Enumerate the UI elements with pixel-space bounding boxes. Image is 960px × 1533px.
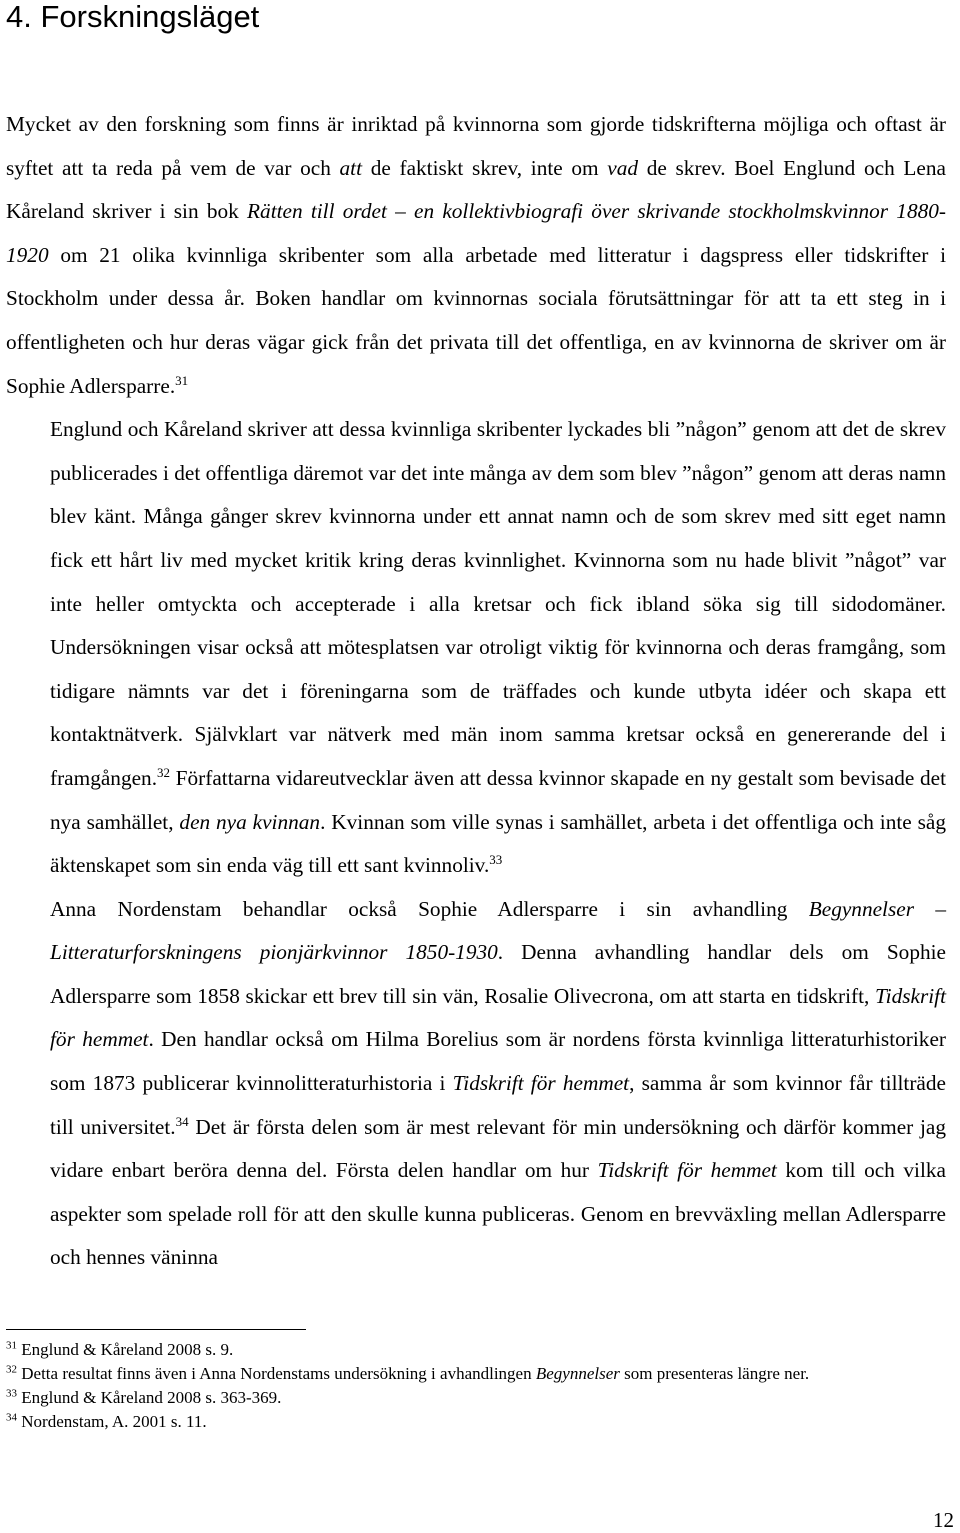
body-text <box>6 103 946 1280</box>
footnote-number: 33 <box>6 1387 17 1400</box>
text-run: om 21 olika kvinnliga skribenter som alla arbetade med litteratur i dagspress eller tidskrifter i Stockholm under dessa år. Boken handlar om kvinnornas sociala förutsättningar för att ta ett steg in i offentligheten och hur deras vägar gick från det privata till det offentliga, en av kvinnorna de skriver om är Sophie Adlersparre. <box>6 242 946 398</box>
footnote-number: 34 <box>6 1411 17 1424</box>
italic-text: Tidskrift för hemmet <box>452 1071 630 1096</box>
footnote <box>6 1338 926 1362</box>
text-run: de faktiskt skrev, inte om <box>362 155 608 180</box>
footnote-reference: 31 <box>175 372 189 388</box>
italic-text: vad <box>607 155 639 180</box>
text-run: kom till och vilka aspekter som spelade roll för att den skulle kunna publiceras. Genom en brevväxling mellan Adlersparre och hennes väninna <box>50 1158 946 1270</box>
footnote-reference: 32 <box>157 764 171 780</box>
text-run: . Denna avhandling handlar dels om Sophie Adlersparre som 1858 skickar ett brev till sin vän, Rosalie Olivecrona, om att starta en tidskrift, <box>50 940 946 1008</box>
italic-text: Begynnelser <box>535 1364 620 1383</box>
italic-text: Begynnelser – Litteraturforskningens pionjärkvinnor 1850-1930 <box>50 896 946 965</box>
paragraph <box>6 103 946 408</box>
text-run: Englund & Kåreland 2008 s. 363-369. <box>17 1388 282 1407</box>
footnote <box>6 1410 926 1434</box>
text-run: Författarna vidareutvecklar även att dessa kvinnor skapade en ny gestalt som bevisade det nya samhället, <box>50 765 946 834</box>
section-heading: 4. Forskningsläget <box>6 0 260 34</box>
text-run: . Kvinnan som ville synas i samhället, arbeta i det offentliga och inte såg äktenskapet som sin enda väg till ett sant kvinnoliv. <box>50 809 946 878</box>
italic-text: den nya kvinnan <box>179 809 321 834</box>
footnote-number: 31 <box>6 1339 17 1352</box>
page-number: 12 <box>933 1508 954 1532</box>
text-run: Englund och Kåreland skriver att dessa kvinnliga skribenter lyckades bli ”någon” genom att det de skrev publicerades i det offentliga däremot var det inte många av dem som blev ”någon” genom att deras namn blev känt. Många gånger skrev kvinnorna under ett annat namn och de som skrev med sitt eget namn fick ett hårt liv med mycket kritik kring deras kvinnlighet. Kvinnorna som nu hade blivit ”något” var inte heller omtyckta och accepterade i alla kretsar och fick ibland söka sig till sidodomäner. Undersökningen visar också att mötesplatsen var otroligt viktig för kvinnorna och deras framgång, som tidigare nämnts var det i föreningarna som de träffades och kunde utbyta idéer och skapa ett kontaktnätverk. Självklart var nätverk med män inom samma kretsar också en genererande del i framgången. <box>50 417 946 790</box>
italic-text: Tidskrift för hemmet <box>597 1158 777 1183</box>
italic-text: Tidskrift för hemmet <box>50 983 946 1052</box>
text-run: Anna Nordenstam behandlar också Sophie Adlersparre i sin avhandling <box>50 896 809 921</box>
footnotes <box>6 1338 926 1434</box>
italic-text: Rätten till ordet – en kollektivbiografi över skrivande stockholmskvinnor 1880-1920 <box>6 199 946 267</box>
footnote-divider <box>6 1329 306 1330</box>
footnote-number: 32 <box>6 1363 17 1376</box>
text-run: de skrev. Boel Englund och Lena Kåreland skriver i sin bok <box>6 155 946 224</box>
text-run: , samma år som kvinnor får tillträde till universitet. <box>50 1071 946 1139</box>
text-run: . Den handlar också om Hilma Borelius som är nordens första kvinnliga litteraturhistoriker som 1873 publicerar kvinnolitteraturhistoria i <box>50 1027 946 1096</box>
footnote <box>6 1362 926 1386</box>
footnote <box>6 1386 926 1410</box>
text-run: Nordenstam, A. 2001 s. 11. <box>17 1412 207 1431</box>
text-run: som presenteras längre ner. <box>619 1364 810 1383</box>
paragraph <box>6 888 946 1280</box>
text-run: Mycket av den forskning som finns är inriktad på kvinnorna som gjorde tidskrifterna möjliga och oftast är syftet att ta reda på vem de var och <box>6 112 946 180</box>
text-run: Englund & Kåreland 2008 s. 9. <box>17 1340 234 1359</box>
footnote-reference: 34 <box>175 1113 189 1129</box>
paragraph <box>6 408 946 888</box>
italic-text: att <box>339 155 363 180</box>
text-run: Det är första delen som är mest relevant för min undersökning och därför kommer jag vidare enbart beröra denna del. Första delen handlar om hur <box>50 1114 946 1183</box>
text-run: Detta resultat finns även i Anna Nordenstams undersökning i avhandlingen <box>17 1364 536 1383</box>
footnote-reference: 33 <box>489 852 503 867</box>
